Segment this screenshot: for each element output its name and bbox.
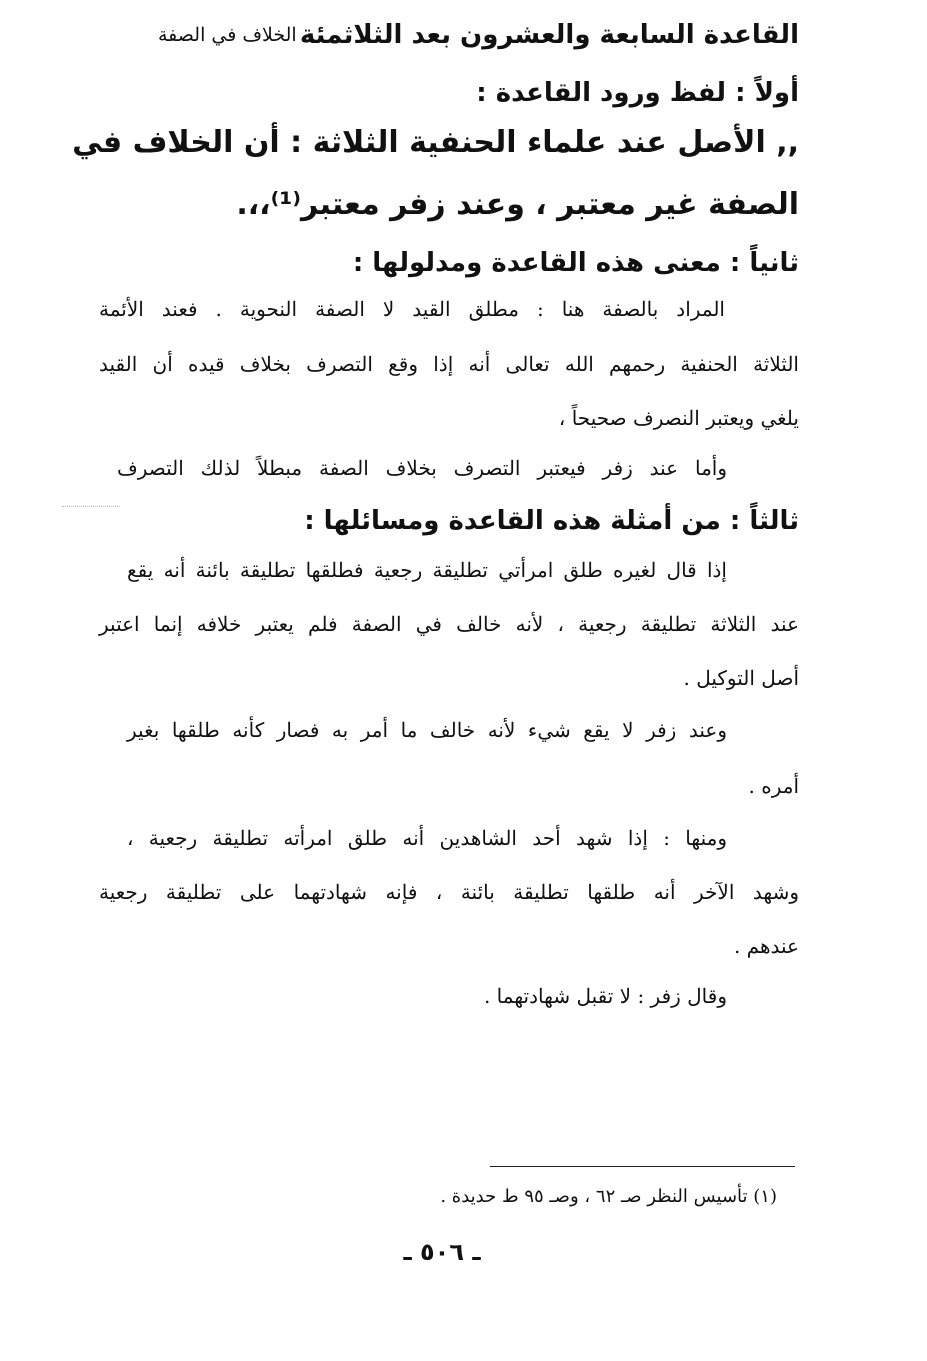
rule-statement-line1: ,, الأصل عند علماء الحنفية الثلاثة : أن الخلاف في (72, 125, 799, 160)
example-line1: إذا قال لغيره طلق امرأتي تطليقة رجعية فطلقها تطليقة بائنة أنه يقع (127, 558, 727, 582)
example-line5: أمره . (748, 774, 799, 798)
section3-heading: ثالثاً : من أمثلة هذه القاعدة ومسائلها : (304, 506, 799, 536)
example-line3: أصل التوكيل . (683, 666, 799, 690)
rule-statement-line2: الصفة غير معتبر ، وعند زفر معتبر⁽¹⁾،،. (236, 187, 799, 222)
meaning-line1: المراد بالصفة هنا : مطلق القيد لا الصفة النحوية . فعند الأئمة (99, 297, 725, 321)
section2-heading: ثانياً : معنى هذه القاعدة ومدلولها : (352, 248, 799, 278)
header-subtitle: الخلاف في الصفة (158, 24, 297, 46)
scan-mark (62, 506, 120, 507)
meaning-line2: الثلاثة الحنفية رحمهم الله تعالى أنه إذا وقع التصرف بخلاف قيده أن القيد (99, 352, 799, 376)
example-line6: ومنها : إذا شهد أحد الشاهدين أنه طلق امرأته تطليقة رجعية ، (127, 826, 727, 850)
section1-heading: أولاً : لفظ ورود القاعدة : (476, 78, 799, 108)
example-line9: وقال زفر : لا تقبل شهادتهما . (483, 984, 727, 1008)
example-line7: وشهد الآخر أنه طلقها تطليقة بائنة ، فإنه شهادتهما على تطليقة رجعية (99, 880, 799, 904)
page-number: ـ ٥٠٦ ـ (403, 1238, 481, 1266)
footnote: (١) تأسيس النظر صـ ٦٢ ، وصـ ٩٥ ط حديدة . (440, 1186, 777, 1207)
footnote-separator (490, 1166, 795, 1167)
meaning-line4: وأما عند زفر فيعتبر التصرف بخلاف الصفة مبطلاً لذلك التصرف (117, 456, 727, 480)
example-line4: وعند زفر لا يقع شيء لأنه خالف ما أمر به فصار كأنه طلقها بغير (127, 718, 727, 742)
header-title: القاعدة السابعة والعشرون بعد الثلاثمئة (299, 20, 799, 50)
example-line2: عند الثلاثة تطليقة رجعية ، لأنه خالف في الصفة فلم يعتبر خلافه إنما اعتبر (99, 612, 799, 636)
meaning-line3: يلغي ويعتبر النصرف صحيحاً ، (558, 406, 799, 430)
example-line8: عندهم . (733, 934, 799, 958)
